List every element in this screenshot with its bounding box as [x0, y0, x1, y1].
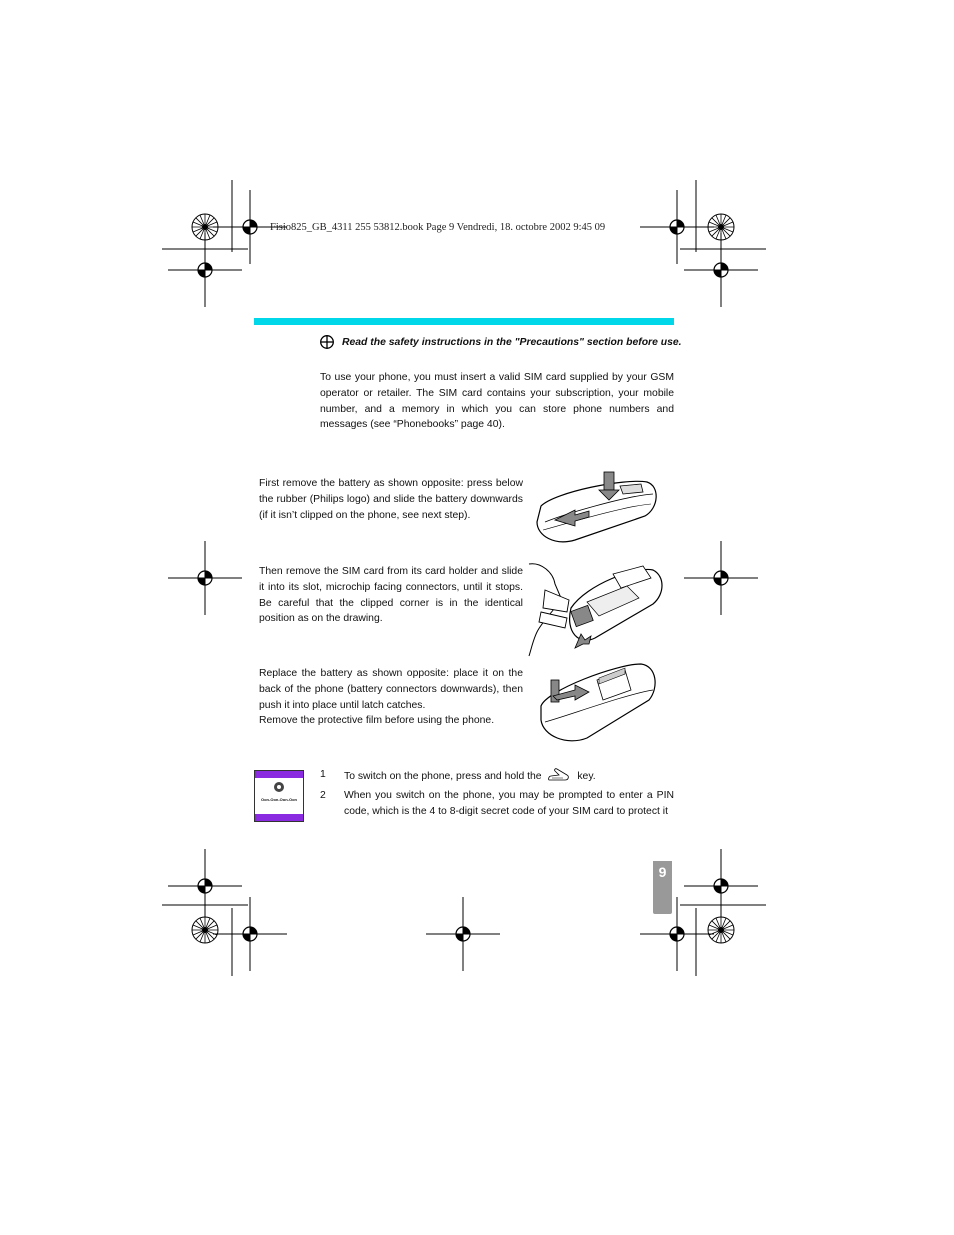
screen-top-bar: [255, 771, 303, 778]
list-item: [320, 767, 674, 785]
crosshair-icon: [640, 190, 714, 264]
item-number: 1: [320, 769, 326, 780]
star-mark-icon: [192, 917, 218, 943]
insert-sim-illustration: [527, 560, 664, 658]
star-mark-icon: [708, 917, 734, 943]
crosshair-icon: [168, 849, 242, 923]
item-number: 2: [320, 789, 326, 801]
page-number-tab: [653, 861, 672, 914]
item-text: To switch on the phone, press and hold the: [344, 771, 542, 782]
crosshair-icon: [426, 897, 500, 971]
power-key-icon: [547, 767, 571, 783]
screen-greeting: Oon-Oon-Oon-Oon: [261, 797, 297, 802]
step-insert-sim-text: Then remove the SIM card from its card holder and slide it into its slot, microchip facing connectors, until it stops. Be careful that the clipped corner is in the identical position as on the drawing.: [259, 566, 523, 625]
step-remove-battery-text: First remove the battery as shown opposite: press below the rubber (Philips logo) and slide the battery downwards (if it isn’t clipped on the phone, see next step).: [259, 478, 523, 521]
item-text: When you switch on the phone, you may be prompted to enter a PIN code, which is the 4 to 8-digit secret code of your SIM card to protect it: [344, 789, 674, 817]
crosshair-icon: [168, 233, 242, 307]
file-header: Fisio825_GB_4311 255 53812.book Page 9 Vendredi, 18. octobre 2002 9:45 09: [270, 222, 606, 233]
replace-battery-illustration: [537, 660, 658, 744]
crosshair-icon: [640, 897, 714, 971]
intro-paragraph: To use your phone, you must insert a valid SIM card supplied by your GSM operator or retailer. The SIM card contains your subscription, your mobile number, and a memory in which you can store phone numbers and messages (see “Phonebooks” page 40).: [320, 372, 674, 431]
page-number: 9: [658, 864, 667, 880]
warning-icon: [320, 335, 334, 349]
list-item: [320, 788, 674, 820]
safety-notice: Read the safety instructions in the "Precautions" section before use.: [342, 337, 682, 348]
screen-logo-icon: [273, 781, 285, 793]
crosshair-icon: [168, 541, 242, 615]
step-replace-battery-text: [259, 666, 523, 729]
crosshair-icon: [213, 897, 287, 971]
accent-bar: [254, 318, 674, 325]
crosshair-icon: [684, 233, 758, 307]
startup-steps: [320, 767, 674, 819]
screen-bottom-bar: [255, 814, 303, 821]
phone-screen-thumbnail: [254, 770, 304, 822]
item-text-end: key.: [577, 771, 596, 782]
crosshair-icon: [684, 849, 758, 923]
step-remove-film-line: Remove the protective film before using the phone.: [259, 715, 495, 727]
step-replace-battery-line1: Replace the battery as shown opposite: place it on the back of the phone (battery connectors downwards), then push it into place until latch catches.: [259, 668, 523, 711]
remove-battery-illustration: [535, 470, 660, 548]
crosshair-icon: [684, 541, 758, 615]
